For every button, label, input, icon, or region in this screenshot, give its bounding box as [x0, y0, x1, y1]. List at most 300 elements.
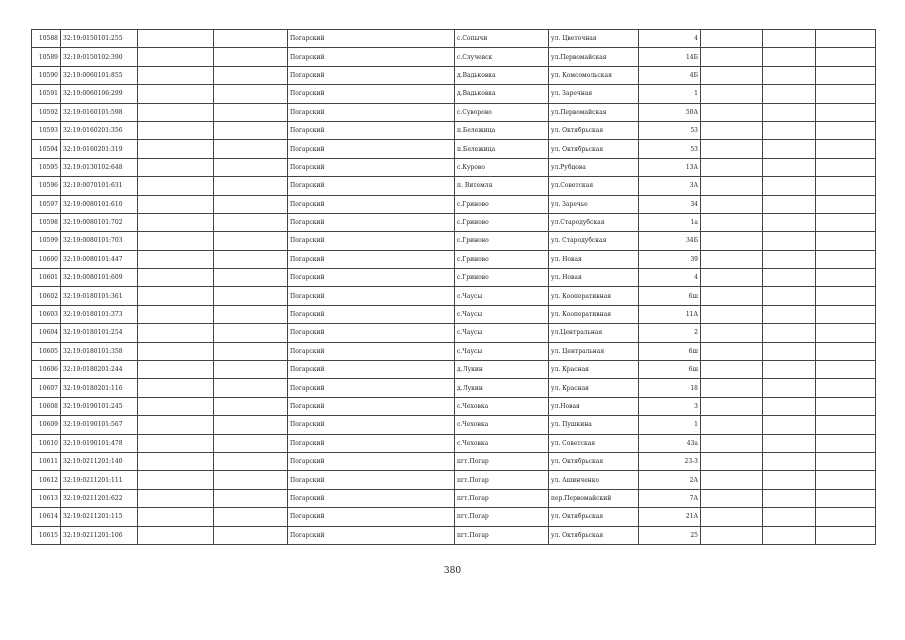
house-number-cell: 6ш: [639, 361, 701, 379]
house-number-cell: 21А: [639, 508, 701, 526]
table-row: [32, 397, 876, 415]
table-body: [32, 30, 876, 545]
empty-cell: [214, 66, 288, 84]
street-cell: ул.Советская: [549, 177, 639, 195]
cadastral-number-cell: 32:19:0180101:373: [61, 305, 138, 323]
empty-cell: [701, 379, 763, 397]
record-id-cell: 10607: [32, 379, 61, 397]
empty-cell: [214, 158, 288, 176]
house-number-cell: 13А: [639, 158, 701, 176]
empty-cell: [214, 103, 288, 121]
record-id-cell: 10591: [32, 85, 61, 103]
empty-cell: [214, 250, 288, 268]
house-number-cell: 50А: [639, 103, 701, 121]
table-row: [32, 195, 876, 213]
empty-cell: [763, 342, 816, 360]
table-row: [32, 140, 876, 158]
cadastral-number-cell: 32:19:0211201:622: [61, 489, 138, 507]
district-cell: Погарский: [288, 269, 455, 287]
empty-cell: [138, 232, 214, 250]
table-row: [32, 232, 876, 250]
house-number-cell: 1: [639, 416, 701, 434]
cadastral-number-cell: 32:19:0190101:245: [61, 397, 138, 415]
district-cell: Погарский: [288, 342, 455, 360]
street-cell: ул. Октябрьская: [549, 121, 639, 139]
house-number-cell: 25: [639, 526, 701, 544]
empty-cell: [701, 85, 763, 103]
settlement-cell: п.Бележица: [455, 121, 549, 139]
street-cell: ул. Новая: [549, 250, 639, 268]
record-id-cell: 10600: [32, 250, 61, 268]
empty-cell: [816, 48, 876, 66]
empty-cell: [701, 361, 763, 379]
table-row: [32, 66, 876, 84]
empty-cell: [214, 213, 288, 231]
table-row: [32, 489, 876, 507]
empty-cell: [816, 269, 876, 287]
empty-cell: [763, 66, 816, 84]
table-row: [32, 526, 876, 544]
district-cell: Погарский: [288, 213, 455, 231]
empty-cell: [214, 287, 288, 305]
empty-cell: [816, 397, 876, 415]
house-number-cell: 2А: [639, 471, 701, 489]
cadastral-number-cell: 32:19:0211201:106: [61, 526, 138, 544]
registry-table: [31, 29, 876, 545]
empty-cell: [816, 232, 876, 250]
empty-cell: [763, 195, 816, 213]
empty-cell: [138, 397, 214, 415]
empty-cell: [138, 305, 214, 323]
empty-cell: [701, 508, 763, 526]
house-number-cell: 34Б: [639, 232, 701, 250]
empty-cell: [701, 434, 763, 452]
street-cell: ул. Новая: [549, 269, 639, 287]
record-id-cell: 10589: [32, 48, 61, 66]
house-number-cell: 7А: [639, 489, 701, 507]
house-number-cell: 34: [639, 195, 701, 213]
settlement-cell: с.Случевск: [455, 48, 549, 66]
empty-cell: [214, 508, 288, 526]
empty-cell: [214, 140, 288, 158]
street-cell: ул. Заречье: [549, 195, 639, 213]
settlement-cell: с.Чаусы: [455, 342, 549, 360]
empty-cell: [701, 158, 763, 176]
record-id-cell: 10606: [32, 361, 61, 379]
empty-cell: [816, 508, 876, 526]
table-row: [32, 48, 876, 66]
cadastral-number-cell: 32:19:0180101:358: [61, 342, 138, 360]
cadastral-number-cell: 32:19:0180101:361: [61, 287, 138, 305]
empty-cell: [816, 140, 876, 158]
empty-cell: [816, 177, 876, 195]
table-row: [32, 177, 876, 195]
empty-cell: [816, 452, 876, 470]
empty-cell: [816, 250, 876, 268]
house-number-cell: 43а: [639, 434, 701, 452]
empty-cell: [138, 379, 214, 397]
record-id-cell: 10595: [32, 158, 61, 176]
record-id-cell: 10614: [32, 508, 61, 526]
empty-cell: [763, 140, 816, 158]
house-number-cell: 4: [639, 269, 701, 287]
empty-cell: [214, 48, 288, 66]
empty-cell: [138, 121, 214, 139]
empty-cell: [701, 305, 763, 323]
empty-cell: [816, 489, 876, 507]
empty-cell: [138, 416, 214, 434]
empty-cell: [138, 508, 214, 526]
district-cell: Погарский: [288, 66, 455, 84]
empty-cell: [701, 177, 763, 195]
empty-cell: [816, 85, 876, 103]
empty-cell: [214, 471, 288, 489]
district-cell: Погарский: [288, 158, 455, 176]
empty-cell: [763, 379, 816, 397]
house-number-cell: 1: [639, 85, 701, 103]
district-cell: Погарский: [288, 508, 455, 526]
empty-cell: [138, 342, 214, 360]
settlement-cell: пгт.Погар: [455, 471, 549, 489]
house-number-cell: 3: [639, 397, 701, 415]
empty-cell: [138, 324, 214, 342]
record-id-cell: 10588: [32, 30, 61, 48]
empty-cell: [763, 324, 816, 342]
district-cell: Погарский: [288, 30, 455, 48]
house-number-cell: 1а: [639, 213, 701, 231]
settlement-cell: д.Лукин: [455, 361, 549, 379]
house-number-cell: 18: [639, 379, 701, 397]
district-cell: Погарский: [288, 379, 455, 397]
empty-cell: [816, 195, 876, 213]
settlement-cell: пгт.Погар: [455, 452, 549, 470]
cadastral-number-cell: 32:19:0211201:115: [61, 508, 138, 526]
empty-cell: [763, 213, 816, 231]
table-row: [32, 250, 876, 268]
house-number-cell: 6ш: [639, 287, 701, 305]
empty-cell: [763, 232, 816, 250]
cadastral-number-cell: 32:19:0150102:390: [61, 48, 138, 66]
empty-cell: [138, 213, 214, 231]
cadastral-number-cell: 32:19:0070101:631: [61, 177, 138, 195]
district-cell: Погарский: [288, 287, 455, 305]
empty-cell: [763, 121, 816, 139]
table-row: [32, 361, 876, 379]
cadastral-number-cell: 32:19:0211201:111: [61, 471, 138, 489]
district-cell: Погарский: [288, 471, 455, 489]
street-cell: пер.Первомайский: [549, 489, 639, 507]
table-row: [32, 158, 876, 176]
record-id-cell: 10601: [32, 269, 61, 287]
street-cell: ул.Первомайская: [549, 103, 639, 121]
cadastral-number-cell: 32:19:0080101:447: [61, 250, 138, 268]
settlement-cell: с.Сопычи: [455, 30, 549, 48]
empty-cell: [763, 489, 816, 507]
settlement-cell: с.Чаусы: [455, 287, 549, 305]
settlement-cell: с.Чаусы: [455, 324, 549, 342]
table-row: [32, 305, 876, 323]
empty-cell: [816, 471, 876, 489]
settlement-cell: п. Витемля: [455, 177, 549, 195]
empty-cell: [701, 416, 763, 434]
empty-cell: [138, 287, 214, 305]
record-id-cell: 10594: [32, 140, 61, 158]
cadastral-number-cell: 32:19:0080101:703: [61, 232, 138, 250]
empty-cell: [763, 434, 816, 452]
empty-cell: [138, 269, 214, 287]
district-cell: Погарский: [288, 232, 455, 250]
empty-cell: [214, 342, 288, 360]
empty-cell: [701, 471, 763, 489]
empty-cell: [763, 305, 816, 323]
street-cell: ул.Центральная: [549, 324, 639, 342]
empty-cell: [763, 250, 816, 268]
street-cell: ул. Октябрьская: [549, 526, 639, 544]
empty-cell: [816, 434, 876, 452]
table-row: [32, 30, 876, 48]
empty-cell: [701, 397, 763, 415]
empty-cell: [701, 269, 763, 287]
empty-cell: [214, 379, 288, 397]
street-cell: ул. Красная: [549, 361, 639, 379]
district-cell: Погарский: [288, 85, 455, 103]
settlement-cell: с.Чаусы: [455, 305, 549, 323]
record-id-cell: 10603: [32, 305, 61, 323]
cadastral-number-cell: 32:19:0211201:140: [61, 452, 138, 470]
district-cell: Погарский: [288, 324, 455, 342]
district-cell: Погарский: [288, 305, 455, 323]
empty-cell: [214, 121, 288, 139]
empty-cell: [816, 30, 876, 48]
district-cell: Погарский: [288, 48, 455, 66]
cadastral-number-cell: 32:19:0160201:356: [61, 121, 138, 139]
settlement-cell: с.Гриново: [455, 250, 549, 268]
empty-cell: [138, 66, 214, 84]
street-cell: ул. Цветочная: [549, 30, 639, 48]
cadastral-number-cell: 32:19:0160201:319: [61, 140, 138, 158]
empty-cell: [701, 103, 763, 121]
settlement-cell: с.Гриново: [455, 269, 549, 287]
empty-cell: [763, 287, 816, 305]
table-row: [32, 269, 876, 287]
settlement-cell: с.Гриново: [455, 213, 549, 231]
record-id-cell: 10604: [32, 324, 61, 342]
settlement-cell: с.Чеховка: [455, 434, 549, 452]
empty-cell: [214, 232, 288, 250]
empty-cell: [138, 30, 214, 48]
record-id-cell: 10613: [32, 489, 61, 507]
empty-cell: [214, 177, 288, 195]
settlement-cell: с.Чеховка: [455, 416, 549, 434]
empty-cell: [214, 195, 288, 213]
record-id-cell: 10597: [32, 195, 61, 213]
empty-cell: [701, 48, 763, 66]
empty-cell: [763, 85, 816, 103]
empty-cell: [816, 526, 876, 544]
empty-cell: [701, 213, 763, 231]
house-number-cell: 11А: [639, 305, 701, 323]
empty-cell: [214, 416, 288, 434]
cadastral-number-cell: 32:19:0060101:855: [61, 66, 138, 84]
record-id-cell: 10598: [32, 213, 61, 231]
empty-cell: [214, 305, 288, 323]
district-cell: Погарский: [288, 526, 455, 544]
empty-cell: [138, 361, 214, 379]
house-number-cell: 4: [639, 30, 701, 48]
empty-cell: [763, 103, 816, 121]
empty-cell: [138, 489, 214, 507]
district-cell: Погарский: [288, 361, 455, 379]
street-cell: ул. Октябрьская: [549, 508, 639, 526]
empty-cell: [701, 66, 763, 84]
house-number-cell: 39: [639, 250, 701, 268]
cadastral-number-cell: 32:19:0180201:244: [61, 361, 138, 379]
record-id-cell: 10596: [32, 177, 61, 195]
street-cell: ул. Стародубская: [549, 232, 639, 250]
record-id-cell: 10593: [32, 121, 61, 139]
record-id-cell: 10590: [32, 66, 61, 84]
empty-cell: [816, 213, 876, 231]
empty-cell: [138, 471, 214, 489]
settlement-cell: пгт.Погар: [455, 526, 549, 544]
empty-cell: [701, 250, 763, 268]
table-row: [32, 121, 876, 139]
street-cell: ул. Кооперативная: [549, 305, 639, 323]
district-cell: Погарский: [288, 195, 455, 213]
empty-cell: [138, 158, 214, 176]
cadastral-number-cell: 32:19:0190101:567: [61, 416, 138, 434]
record-id-cell: 10599: [32, 232, 61, 250]
table-row: [32, 342, 876, 360]
table-row: [32, 452, 876, 470]
house-number-cell: 6ш: [639, 342, 701, 360]
record-id-cell: 10615: [32, 526, 61, 544]
empty-cell: [214, 397, 288, 415]
empty-cell: [763, 30, 816, 48]
record-id-cell: 10611: [32, 452, 61, 470]
empty-cell: [816, 324, 876, 342]
table-row: [32, 416, 876, 434]
house-number-cell: 53: [639, 140, 701, 158]
settlement-cell: с.Чеховка: [455, 397, 549, 415]
empty-cell: [214, 489, 288, 507]
house-number-cell: 2: [639, 324, 701, 342]
table-row: [32, 287, 876, 305]
record-id-cell: 10612: [32, 471, 61, 489]
empty-cell: [816, 379, 876, 397]
empty-cell: [138, 177, 214, 195]
empty-cell: [816, 121, 876, 139]
street-cell: ул.Стародубская: [549, 213, 639, 231]
empty-cell: [701, 195, 763, 213]
street-cell: ул. Комсомольская: [549, 66, 639, 84]
settlement-cell: с.Гриново: [455, 232, 549, 250]
empty-cell: [816, 158, 876, 176]
empty-cell: [763, 508, 816, 526]
settlement-cell: п.Бележица: [455, 140, 549, 158]
empty-cell: [214, 434, 288, 452]
empty-cell: [763, 452, 816, 470]
street-cell: ул. Красная: [549, 379, 639, 397]
cadastral-number-cell: 32:19:0060106:299: [61, 85, 138, 103]
table-row: [32, 471, 876, 489]
settlement-cell: с.Суворово: [455, 103, 549, 121]
empty-cell: [701, 232, 763, 250]
house-number-cell: 4Б: [639, 66, 701, 84]
record-id-cell: 10608: [32, 397, 61, 415]
table-row: [32, 379, 876, 397]
empty-cell: [701, 140, 763, 158]
district-cell: Погарский: [288, 416, 455, 434]
record-id-cell: 10609: [32, 416, 61, 434]
house-number-cell: 3А: [639, 177, 701, 195]
table-row: [32, 85, 876, 103]
empty-cell: [214, 85, 288, 103]
settlement-cell: д.Вадьковка: [455, 85, 549, 103]
empty-cell: [701, 30, 763, 48]
record-id-cell: 10592: [32, 103, 61, 121]
settlement-cell: д.Лукин: [455, 379, 549, 397]
cadastral-number-cell: 32:19:0080101:610: [61, 195, 138, 213]
record-id-cell: 10610: [32, 434, 61, 452]
table-row: [32, 434, 876, 452]
empty-cell: [763, 158, 816, 176]
cadastral-number-cell: 32:19:0080101:702: [61, 213, 138, 231]
house-number-cell: 53: [639, 121, 701, 139]
street-cell: ул. Пушкина: [549, 416, 639, 434]
empty-cell: [816, 342, 876, 360]
cadastral-number-cell: 32:19:0130102:648: [61, 158, 138, 176]
page-number: 380: [443, 566, 462, 576]
empty-cell: [763, 471, 816, 489]
settlement-cell: пгт.Погар: [455, 508, 549, 526]
street-cell: ул. Советская: [549, 434, 639, 452]
empty-cell: [138, 250, 214, 268]
table-row: [32, 213, 876, 231]
empty-cell: [763, 526, 816, 544]
empty-cell: [763, 416, 816, 434]
street-cell: ул.Рубцова: [549, 158, 639, 176]
empty-cell: [138, 140, 214, 158]
empty-cell: [816, 416, 876, 434]
empty-cell: [138, 103, 214, 121]
empty-cell: [214, 526, 288, 544]
empty-cell: [816, 66, 876, 84]
empty-cell: [701, 287, 763, 305]
table-row: [32, 103, 876, 121]
empty-cell: [816, 305, 876, 323]
empty-cell: [763, 361, 816, 379]
settlement-cell: с.Курово: [455, 158, 549, 176]
empty-cell: [214, 269, 288, 287]
street-cell: ул. Кооперативная: [549, 287, 639, 305]
empty-cell: [816, 361, 876, 379]
settlement-cell: пгт.Погар: [455, 489, 549, 507]
house-number-cell: 23-3: [639, 452, 701, 470]
cadastral-number-cell: 32:19:0180101:254: [61, 324, 138, 342]
street-cell: ул. Центральная: [549, 342, 639, 360]
empty-cell: [138, 195, 214, 213]
street-cell: ул. Октябрьская: [549, 140, 639, 158]
empty-cell: [701, 489, 763, 507]
street-cell: ул. Ашинченко: [549, 471, 639, 489]
street-cell: ул.Первомайская: [549, 48, 639, 66]
cadastral-number-cell: 32:19:0190101:478: [61, 434, 138, 452]
empty-cell: [701, 452, 763, 470]
empty-cell: [763, 397, 816, 415]
empty-cell: [214, 452, 288, 470]
table-row: [32, 508, 876, 526]
